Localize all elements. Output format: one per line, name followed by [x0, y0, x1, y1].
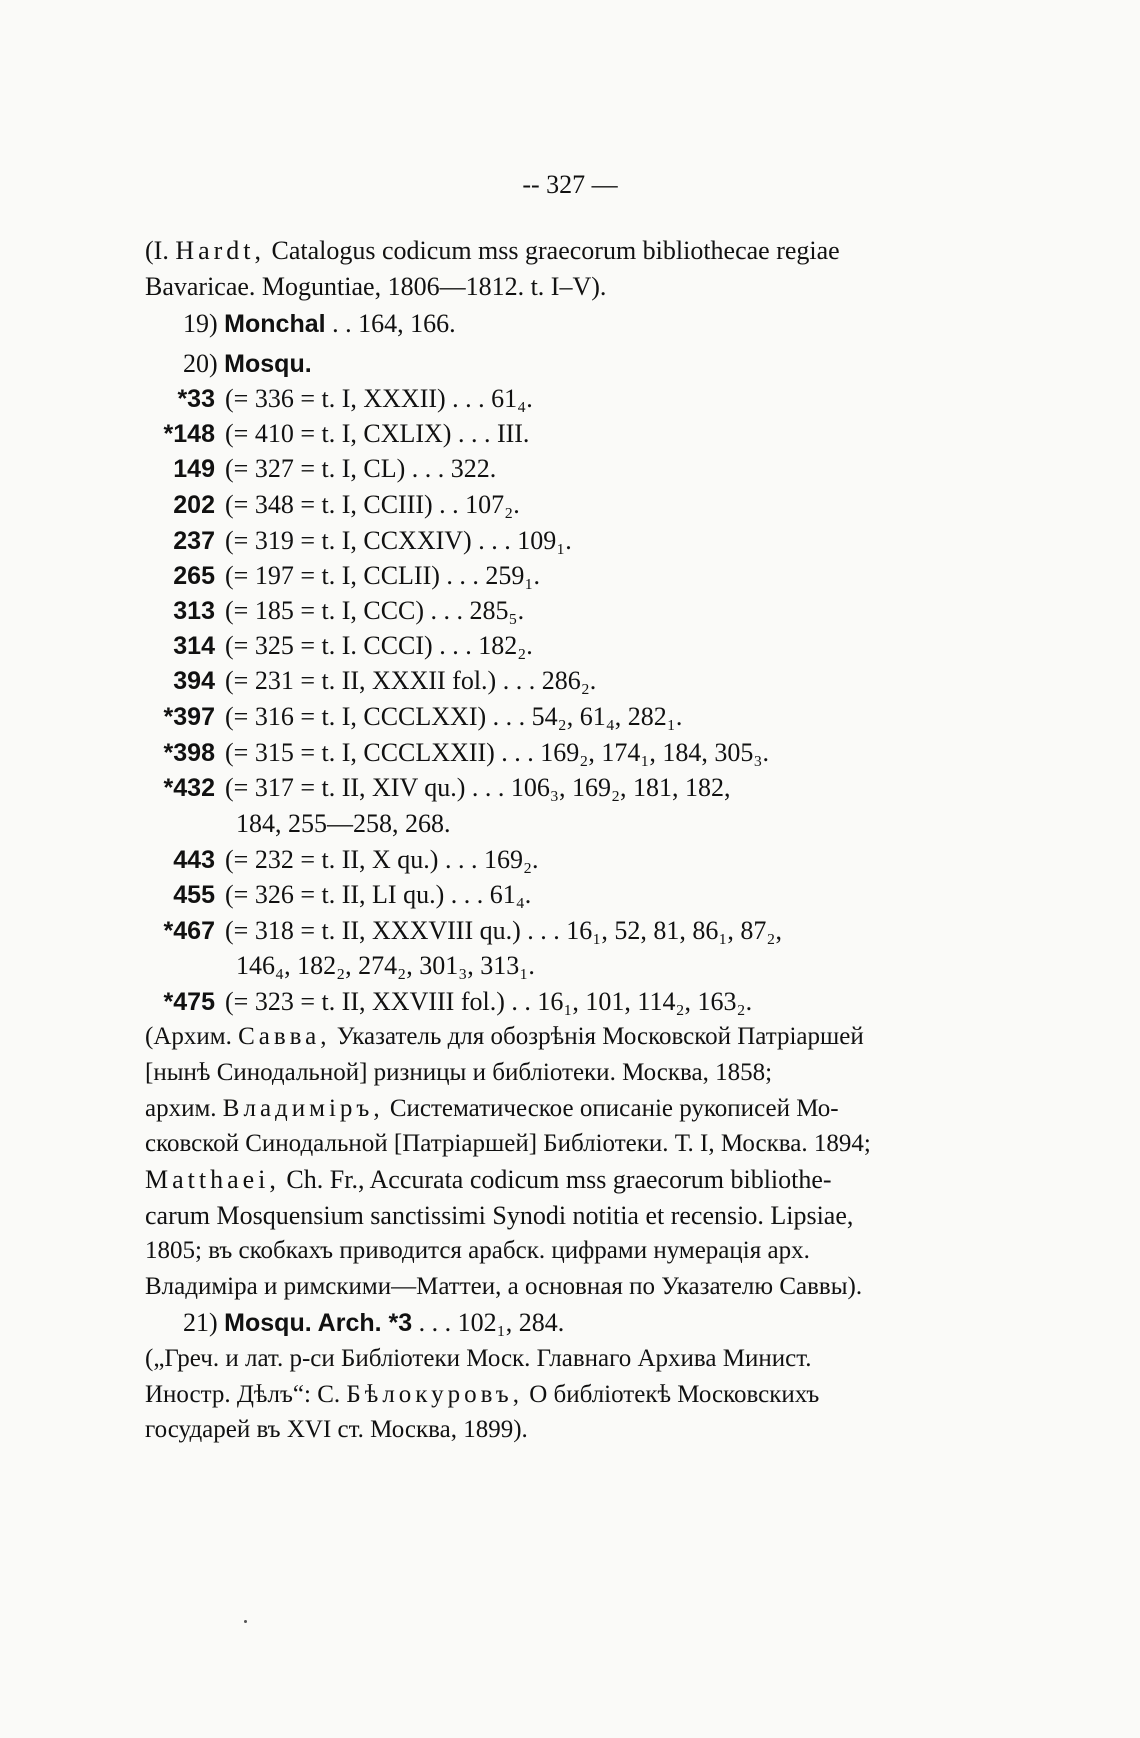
manuscript-number: *467 [163, 917, 215, 945]
list-item [145, 419, 529, 449]
page-number: -- 327 — [522, 170, 618, 199]
manuscript-number: 265 [173, 562, 215, 590]
list-item [145, 738, 769, 768]
manuscript-number: 443 [173, 846, 215, 874]
mosqu-number: 20) [183, 349, 218, 378]
savva-author: Савва, [238, 1023, 331, 1050]
manuscript-refs: (= 325 = t. I. CCCI) . . . 182₂. [225, 631, 533, 660]
manuscript-number: 394 [173, 667, 215, 695]
manuscript-refs: (= 410 = t. I, CXLIX) . . . III. [225, 419, 530, 448]
manuscript-refs: (= 232 = t. II, X qu.) . . . 169₂. [225, 845, 539, 874]
manuscript-refs: (= 231 = t. II, XXXII fol.) . . . 286₂. [225, 666, 597, 695]
entry-continuation: 146₄, 182₂, 274₂, 301₃, 313₁. [236, 951, 535, 980]
manuscript-refs: (= 316 = t. I, CCCLXXI) . . . 54₂, 61₄, 282₁. [225, 702, 683, 731]
manuscript-refs: (= 348 = t. I, CCIII) . . 107₂. [225, 490, 520, 519]
hardt-open: (I. [145, 236, 169, 265]
hardt-line-1 [145, 236, 840, 266]
list-item [145, 384, 533, 414]
manuscript-number: *33 [177, 385, 215, 413]
manuscript-number: 455 [173, 881, 215, 909]
savva-line-7: 1805; въ скобкахъ приводится арабск. цифрами нумерація арх. [145, 1237, 810, 1264]
belokurov-line-3: государей въ XVI ст. Москва, 1899). [145, 1416, 528, 1443]
savva-line-6: carum Mosquensium sanctissimi Synodi notitia et recensio. Lipsiae, [145, 1201, 854, 1230]
vladimir-author: Владиміръ, [222, 1095, 384, 1122]
mosqu-arch-label: Mosqu. Arch. *3 [224, 1309, 413, 1337]
manuscript-number: 202 [173, 491, 215, 519]
manuscript-number: *475 [163, 988, 215, 1016]
belokurov-line-1: („Греч. и лат. р-си Библіотеки Моск. Главнаго Архива Минист. [145, 1345, 812, 1372]
monchal-number: 19) [183, 309, 218, 338]
hardt-author: Hardt, [175, 236, 266, 265]
manuscript-number: *397 [163, 703, 215, 731]
vladimir-title: Систематическое описаніе рукописей Мо- [389, 1095, 839, 1122]
list-item [145, 773, 731, 803]
monchal-refs: . . 164, 166. [332, 309, 456, 338]
belokurov-line-2 [145, 1380, 819, 1410]
manuscript-number: *432 [163, 774, 215, 802]
mosqu-heading [183, 349, 312, 379]
manuscript-refs: (= 323 = t. II, XXVIII fol.) . . 16₁, 101, 114₂, 163₂. [225, 987, 753, 1016]
mosqu-label: Mosqu. [224, 350, 312, 378]
manuscript-number: 237 [173, 527, 215, 555]
savva-title: Указатель для обозрѣнія Московской Патріаршей [336, 1023, 864, 1050]
belokurov-author: Бѣлокуровъ, [346, 1381, 523, 1408]
list-item [145, 561, 540, 591]
savva-line-3 [145, 1094, 839, 1124]
belokurov-title: О библіотекѣ Московскихъ [529, 1381, 820, 1408]
belokurov-prefix: Иностр. Дѣлъ“: С. [145, 1381, 341, 1408]
monchal-line [183, 309, 456, 339]
mosqu-arch-line [183, 1308, 564, 1338]
mosqu-arch-number: 21) [183, 1308, 218, 1337]
list-item [145, 596, 524, 626]
mosqu-arch-refs: . . . 102₁, 284. [418, 1308, 565, 1337]
manuscript-refs: (= 326 = t. II, LI qu.) . . . 61₄. [225, 880, 532, 909]
matthaei-title: Ch. Fr., Accurata codicum mss graecorum bibliothe- [286, 1165, 832, 1194]
hardt-title: Catalogus codicum mss graecorum bibliothecae regiae [271, 236, 840, 265]
matthaei-author: Matthaei, [145, 1165, 280, 1194]
list-item [145, 702, 682, 732]
list-item [145, 845, 539, 875]
savva-prefix: (Архим. [145, 1023, 232, 1050]
print-speck [244, 1620, 247, 1623]
savva-line-5 [145, 1165, 832, 1195]
manuscript-refs: (= 336 = t. I, XXXII) . . . 61₄. [225, 384, 533, 413]
list-item [145, 490, 520, 520]
manuscript-number: *148 [163, 420, 215, 448]
list-item [145, 916, 782, 946]
manuscript-refs: (= 185 = t. I, CCC) . . . 285₅. [225, 596, 525, 625]
manuscript-refs: (= 319 = t. I, CCXXIV) . . . 109₁. [225, 526, 572, 555]
monchal-label: Monchal [224, 310, 326, 338]
list-item [145, 526, 572, 556]
manuscript-refs: (= 197 = t. I, CCLII) . . . 259₁. [225, 561, 540, 590]
savva-line-2: [нынѣ Синодальной] ризницы и библіотеки. Москва, 1858; [145, 1059, 773, 1086]
hardt-line-2: Bavaricae. Moguntiae, 1806—1812. t. I–V). [145, 272, 607, 301]
manuscript-refs: (= 327 = t. I, CL) . . . 322. [225, 454, 497, 483]
manuscript-number: *398 [163, 739, 215, 767]
vladimir-prefix: архим. [145, 1095, 217, 1122]
entry-continuation: 184, 255—258, 268. [236, 809, 451, 838]
manuscript-refs: (= 318 = t. II, XXXVIII qu.) . . . 16₁, 52, 81, 86₁, 87₂, [225, 916, 782, 945]
manuscript-number: 313 [173, 597, 215, 625]
manuscript-refs: (= 315 = t. I, CCCLXXII) . . . 169₂, 174₁, 184, 305₃. [225, 738, 769, 767]
savva-line-4: сковской Синодальной [Патріаршей] Библіотеки. Т. I, Москва. 1894; [145, 1130, 871, 1157]
list-item [145, 666, 596, 696]
savva-line-1 [145, 1022, 864, 1052]
savva-line-8: Владиміра и римскими—Маттеи, а основная по Указателю Саввы). [145, 1273, 863, 1300]
list-item [145, 631, 533, 661]
list-item [145, 880, 531, 910]
list-item [145, 987, 752, 1017]
manuscript-number: 149 [173, 455, 215, 483]
manuscript-refs: (= 317 = t. II, XIV qu.) . . . 106₃, 169₂, 181, 182, [225, 773, 731, 802]
list-item [145, 454, 496, 484]
manuscript-number: 314 [173, 632, 215, 660]
